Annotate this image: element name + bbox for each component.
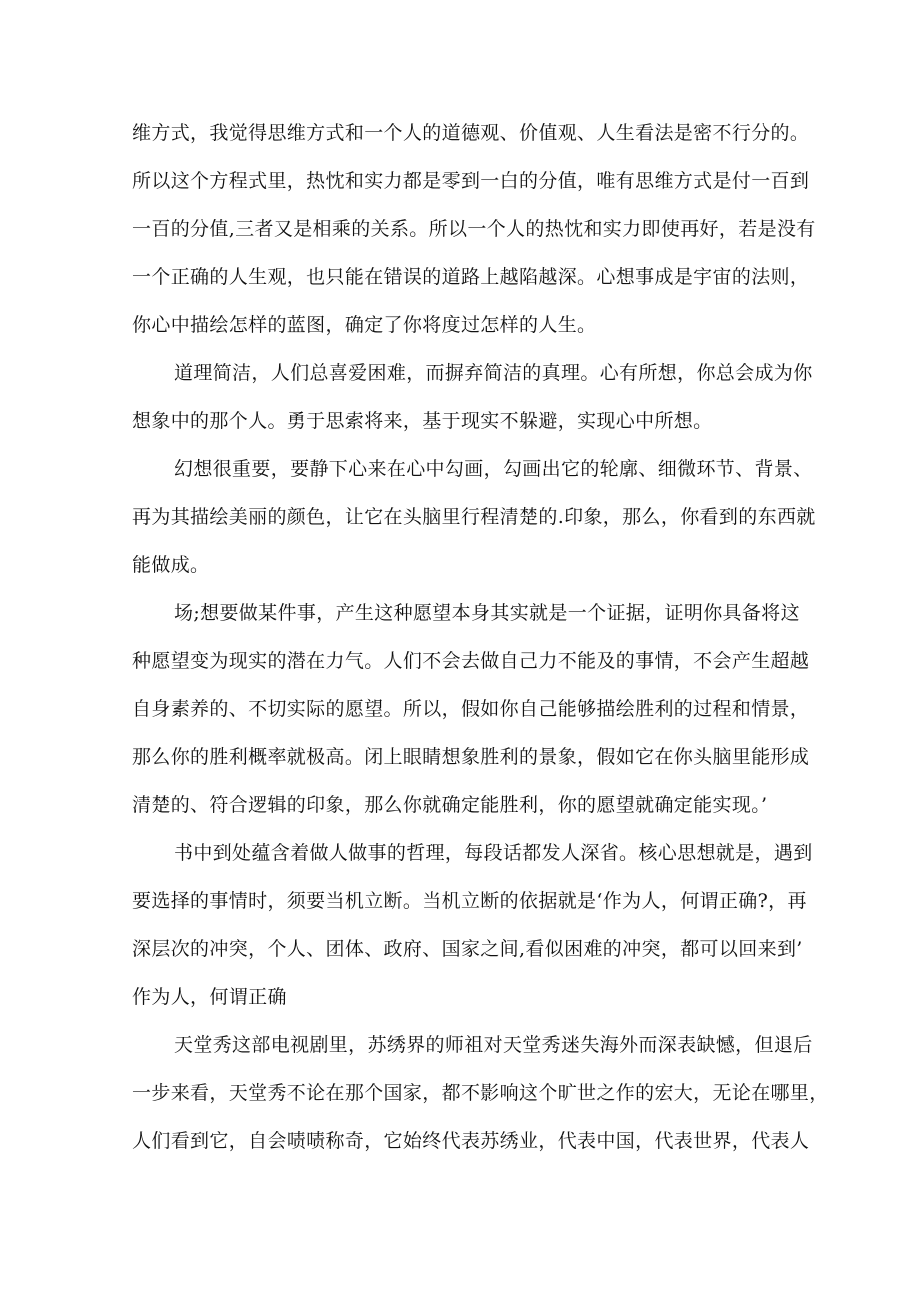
text-line: 想象中的那个人。勇于思索将来，基于现实不躲避，实现心中所想。 [132, 410, 713, 432]
text-line: 一步来看，天堂秀不论在那个国家，都不影响这个旷世之作的宏大，无论在哪里， [132, 1082, 829, 1104]
text-line: 场;想要做某件事，产生这种愿望本身其实就是一个证据，证明你具备将这 [174, 602, 800, 624]
text-line: 你心中描绘怎样的蓝图，确定了你将度过怎样的人生。 [132, 314, 597, 336]
text-line: 一个正确的人生观，也只能在错误的道路上越陷越深。心想事成是宇宙的法则， [132, 266, 810, 288]
text-line: 一百的分值,三者又是相乘的关系。所以一个人的热忱和实力即使再好，若是没有 [132, 218, 816, 240]
text-line: 能做成。 [132, 554, 210, 576]
text-line: 道理简洁，人们总喜爱困难，而摒弃简洁的真理。心有所想，你总会成为你 [174, 362, 813, 384]
text-line: 所以这个方程式里，热忱和实力都是零到一白的分值，唯有思维方式是付一百到 [132, 170, 810, 192]
text-line: 深层次的冲突，个人、团体、政府、国家之间,看似困难的冲突，都可以回来到’ [132, 938, 803, 960]
text-line: 再为其描绘美丽的颜色，让它在头脑里行程清楚的.印象，那么，你看到的东西就 [132, 506, 816, 528]
text-line: 那么你的胜利概率就极高。闭上眼睛想象胜利的景象，假如它在你头脑里能形成 [132, 746, 810, 768]
text-line: 人们看到它，自会啧啧称奇，它始终代表苏绣业，代表中国，代表世界，代表人 [132, 1130, 810, 1152]
text-line: 要选择的事情时，须要当机立断。当机立断的依据就是‘作为人，何谓正确?，再 [132, 890, 807, 912]
text-line: 种愿望变为现实的潜在力气。人们不会去做自己力不能及的事情，不会产生超越 [132, 650, 810, 672]
text-line: 维方式，我觉得思维方式和一个人的道德观、价值观、人生看法是密不行分的。 [132, 122, 810, 144]
text-line: 天堂秀这部电视剧里，苏绣界的师祖对天堂秀迷失海外而深表缺憾，但退后 [174, 1034, 813, 1056]
text-line: 自身素养的、不切实际的愿望。所以，假如你自己能够描绘胜利的过程和情景， [132, 698, 810, 720]
text-line: 清楚的、符合逻辑的印象，那么你就确定能胜利，你的愿望就确定能实现。’ [132, 794, 768, 816]
text-line: 幻想很重要，要静下心来在心中勾画，勾画出它的轮廓、细微环节、背景、 [174, 458, 813, 480]
text-line: 作为人，何谓正确 [132, 986, 287, 1008]
text-line: 书中到处蕴含着做人做事的哲理，每段话都发人深省。核心思想就是，遇到 [174, 842, 813, 864]
